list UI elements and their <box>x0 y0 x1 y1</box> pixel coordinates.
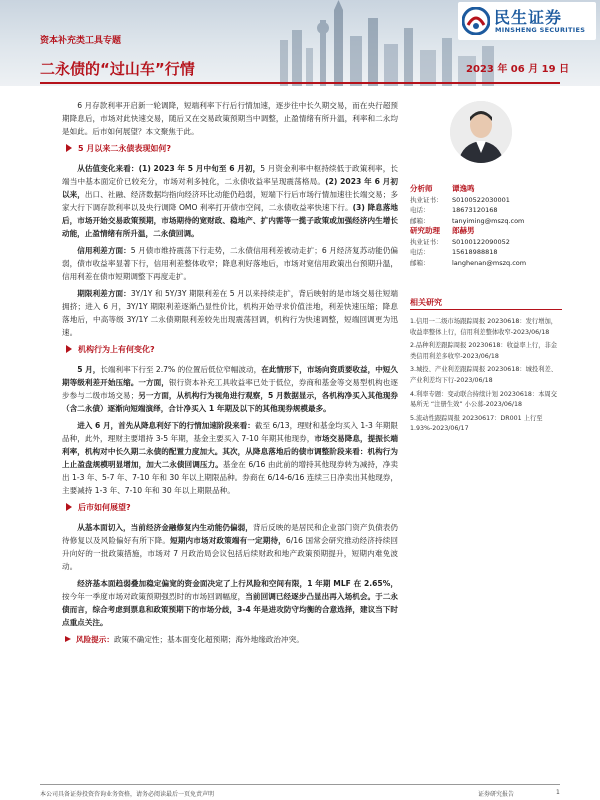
related-research-title: 相关研究 <box>410 298 442 307</box>
paragraph: 从估值变化来看：(1) 2023 年 5 月中旬至 6 月初，5 月资金利率中枢持续低于政策利率，长端当中基本面定价已较充分，市场对利多钝化，二永债收益率呈现震荡格局。(2) 2023 年 6 月初以来，出口、社融、经济数据均指向经济环比动能仍趋弱，短端下行后市场行情加速往长端交易；多家大行下调存款利率以及央行调降 OMO 利率打开债市空间，二永债收益率快速下行。(3) 降息落地后，市场开始交易政策预期，市场期待的宽财政、稳地产、扩内需等一揽子政策或加强经济内生增长动能，止盈情绪有所升温，二永债回调。 <box>62 164 399 238</box>
triangle-bullet-icon <box>66 345 72 353</box>
section-title: 5 月以来二永债表现如何? <box>78 144 171 153</box>
analyst-photo <box>450 101 512 163</box>
main-column <box>62 99 398 646</box>
footer-label: 证券研究报告 <box>478 791 515 798</box>
analyst-1-email[interactable]: tanyiming@mszq.com <box>452 216 525 225</box>
analyst-2-email[interactable]: langhenan@mszq.com <box>452 258 527 267</box>
risk-warning <box>62 633 398 646</box>
paragraph: 5 月，长端利率下行至 2.7% 的位置后低位窄幅波动，在此情形下，市场向资质要收益，中短久期等级利差开始压缩。一方面，银行资本补充工具收益率已处于低位，券商和基金等交易型机构也逐步参与二级市场交易；另一方面，从机构行为视角进行观察，5 月数据显示，各机构净买入其他现券（含二永债）逐渐向短端演绎，合计净买入 1 年期及以下的其他现券规模最多。 <box>62 365 398 413</box>
triangle-bullet-icon <box>66 503 72 511</box>
report-header <box>0 0 600 86</box>
analyst-info: 分析师 谭逸鸣 执业证书： S0100522030001 电话： 18673120168 邮箱： tanyiming@mszq.com 研究助理 郎赫男 执业证书： S0100122090052 电话： 15618988818 邮箱： langhenan@mszq.com <box>410 184 562 268</box>
report-category: 资本补充类工具专题 <box>40 36 122 46</box>
related-research-list <box>410 317 562 438</box>
related-item[interactable]: 3.城投、产业利差跟踪周报 20230618：城投利差、产业利差均下行-2023/06/18 <box>410 366 558 384</box>
logo-text-cn: 民生证券 <box>494 8 563 27</box>
triangle-bullet-icon <box>66 144 72 152</box>
paragraph: 经济基本面趋弱叠加稳定偏宽的资金面决定了上行风险和空间有限，1 年期 MLF 在 2.65%，按今年一季度市场对政策预期强烈时的市场回调幅度，当前回调已经逐步凸显出再入场机会。于二永债而言，综合考虑到票息和政策预期下的市场分歧，3-4 年是进攻防守均衡的合意选择，建议当下时点重点关注。 <box>62 579 398 627</box>
footer-divider <box>40 784 560 785</box>
risk-text: 政策不确定性；基本面变化超预期；海外地缘政治冲突。 <box>113 635 304 644</box>
analyst-2-name-row: 研究助理 郎赫男 <box>410 226 475 235</box>
brand-logo <box>458 2 596 40</box>
section-heading <box>62 343 398 358</box>
paragraph: 进入 6 月，首先从降息利好下的行情加速阶段来看：截至 6/13，理财和基金均买入 1-3 年期限品种，此外，理财主要增持 3-5 年期，基金主要买入 7-10 年期其他现券，市场交易降息，提振长端利率，机构对中长久期二永债的配置力度加大。其次，从降息落地后的债市调整阶段来看：机构行为上止盈盘规模明显增加，加大二永债回调压力。基金在 6/16 由此前的增持其他现券转为减持，净卖出 1-3 年、5-7 年、7-10 年和 30 年以上期限品种。券商在 6/14-6/16 连续三日净卖出其他现券，主要减持 1-3 年、7-10 年和 30 年以上期限品种。 <box>62 421 399 495</box>
section-heading <box>62 142 398 157</box>
risk-label: 风险提示： <box>76 635 114 644</box>
related-item[interactable]: 2.品种利差跟踪周报 20230618：收益率上行，非金类信用利差多收窄-2023/06/18 <box>410 342 558 360</box>
triangle-bullet-icon <box>65 636 71 642</box>
related-item[interactable]: 5.流动性跟踪周报 20230617：DR001 上行至 1.93%-2023/06/17 <box>410 414 543 433</box>
related-item[interactable]: 1.信用一二级市场跟踪周报 20230618：发行增加，收益率整体上行，信用利差整体收窄-2023/06/18 <box>410 318 558 336</box>
related-divider <box>410 309 562 310</box>
report-date: 2023 年 06 月 19 日 <box>466 64 570 75</box>
footer-disclaimer: 本公司具备证券投资咨询业务资格，请务必阅读最后一页免责声明 <box>40 791 215 798</box>
section-title: 机构行为上有何变化? <box>78 345 155 354</box>
paragraph: 信用利差方面：5 月债市维持震荡下行走势，二永债信用利差被动走扩；6 月经济复苏动能仍偏弱，债市收益率显著下行，信用利差整体收窄；降息利好落地后，市场对宽信用政策出台预期升温，信用利差在债市短期调整下再度走扩。 <box>62 246 398 281</box>
page-number: 1 <box>556 789 560 796</box>
intro-paragraph: 6 月存款利率开启新一轮调降，短端利率下行后行情加速，逐步往中长久期交易，而在央行超预期降息后，市场对此快速交易，随后又在交易政策预期当中调整，止盈情绪有所升温，利率和二永均是如此。后市如何展望？本文聚焦于此。 <box>62 101 398 136</box>
paragraph: 从基本面切入，当前经济金融修复内生动能仍偏弱，背后反映的是居民和企业部门资产负债表仍待修复以及风险偏好有所下降。短期内市场对政策端有一定期待，6/16 国常会研究推动经济持续回升向好的一批政策措施，市场对 7 月政治局会议包括后续财政和地产政策预期提升，短期内难免波动。 <box>62 523 399 571</box>
section-title: 后市如何展望? <box>78 503 131 512</box>
paragraph: 期限利差方面：3Y/1Y 和 5Y/3Y 期限利差在 5 月以来持续走扩，背后映射的是市场交易往短端拥挤；进入 6 月，3Y/1Y 期限利差逐渐凸显性价比，机构开始寻求价值洼地，利差快速压缩；降息落地后，中高等级 3Y/1Y 二永债期限利差较先出现震荡回调，机构行为快速调整，短端回调更为迅速。 <box>62 289 398 337</box>
header-divider <box>40 82 560 84</box>
logo-text-en: MINSHENG SECURITIES <box>495 26 586 34</box>
report-title: 二永债的“过山车”行情 <box>40 60 195 78</box>
related-item[interactable]: 4.利率专题：变动联合持续计划 20230618：本周交易所无 “注册生效” 小公募-2023/06/18 <box>410 390 558 409</box>
minsheng-logo-icon <box>462 7 490 35</box>
section-heading <box>62 501 398 516</box>
analyst-1-name-row: 分析师 谭逸鸣 <box>410 184 475 193</box>
